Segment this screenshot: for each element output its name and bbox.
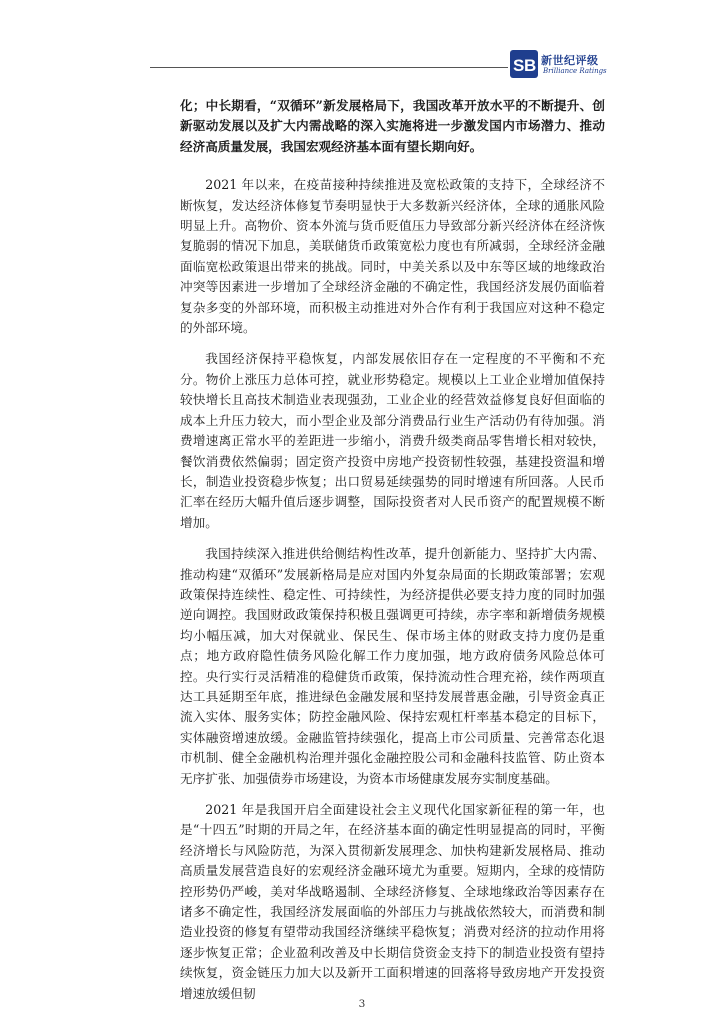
logo-subtitle: Brilliance Ratings bbox=[543, 67, 607, 75]
summary-paragraph: 化；中长期看，“双循环”新发展格局下，我国改革开放水平的不断提升、创新驱动发展以及扩大内需战略的深入实施将进一步激发国内市场潜力、推动经济高质量发展，我国宏观经济基本面有望长期向好。 bbox=[180, 98, 605, 154]
logo-name: 新世纪评级 bbox=[541, 54, 599, 67]
page-number: 3 bbox=[358, 998, 366, 1010]
paragraph-outlook: 2021 年是我国开启全面建设社会主义现代化国家新征程的第一年，也是“十四五”时期的开局之年，在经济基本面的确定性明显提高的同时，平衡经济增长与风险防范，为深入贯彻新发展理念、加快构建新发展格局、推动高质量发展营造良好的宏观经济金融环境尤为重要。短期内，全球的疫情防控形势仍严峻，美对华战略遏制、全球经济修复、全球地缘政治等因素存在诸多不确定性，我国经济发展面临的外部压力与挑战依然较大，而消费和制造业投资的修复有望带动我国经济继续平稳恢复；消费对经济的拉动作用将逐步恢复正常；企业盈利改善及中长期信贷资金支持下的制造业投资有望持续恢复，资金链压力加大以及新开工面积增速的回落将导致房地产开发投资增速放缓但韧 bbox=[180, 802, 605, 1001]
document-body bbox=[180, 96, 605, 1015]
paragraph-domestic-economy: 我国经济保持平稳恢复，内部发展依旧存在一定程度的不平衡和不充分。物价上涨压力总体可控，就业形势稳定。规模以上工业企业增加值保持较快增长且高技术制造业表现强劲，工业企业的经营效益修复良好但面临的成本上升压力较大，而小型企业及部分消费品行业生产活动仍有待加强。消费增速离正常水平的差距进一步缩小，消费升级类商品零售增长相对较快，餐饮消费依然偏弱；固定资产投资中房地产投资韧性较强，基建投资温和增长，制造业投资稳步恢复；出口贸易延续强势的同时增速有所回落。人民币汇率在经历大幅升值后逐步调整，国际投资者对人民币资产的配置规模不断增加。 bbox=[180, 351, 605, 530]
logo-mark-icon bbox=[510, 50, 538, 78]
paragraph-policy: 我国持续深入推进供给侧结构性改革，提升创新能力、坚持扩大内需、推动构建“双循环”发展新格局是应对国内外复杂局面的长期政策部署；宏观政策保持连续性、稳定性、可持续性，为经济提供必要支持力度的同时加强逆向调控。我国财政政策保持积极且强调更可持续，赤字率和新增债务规模均小幅压减，加大对保就业、保民生、保市场主体的财政支持力度仍是重点；地方政府隐性债务风险化解工作力度加强，地方政府债务风险总体可控。央行实行灵活精准的稳健货币政策，保持流动性合理充裕，续作两项直达工具延期至年底，推进绿色金融发展和坚持发展普惠金融，引导资金真正流入实体、服务实体；防控金融风险、保持宏观杠杆率基本稳定的目标下，实体融资增速放缓。金融监管持续强化，提高上市公司质量、完善常态化退市机制、健全金融机构治理并强化金融控股公司和金融科技监管、防止资本无序扩张、加强债券市场建设，为资本市场健康发展夯实制度基础。 bbox=[180, 546, 605, 786]
header-rule bbox=[150, 67, 508, 68]
svg-text:B: B bbox=[524, 56, 537, 75]
paragraph-global-economy: 2021 年以来，在疫苗接种持续推进及宽松政策的支持下，全球经济不断恢复，发达经济体修复节奏明显快于大多数新兴经济体，全球的通胀风险明显上升。高物价、资本外流与货币贬值压力导致部分新兴经济体在经济恢复脆弱的情况下加息，美联储货币政策宽松力度也有所减弱，全球经济金融面临宽松政策退出带来的挑战。同时，中美关系以及中东等区域的地缘政治冲突等因素进一步增加了全球经济金融的不确定性，我国经济发展仍面临着复杂多变的外部环境，而积极主动推进对外合作有利于我国应对这种不稳定的外部环境。 bbox=[180, 177, 605, 336]
svg-text:S: S bbox=[513, 56, 525, 75]
brand-logo bbox=[510, 50, 605, 80]
